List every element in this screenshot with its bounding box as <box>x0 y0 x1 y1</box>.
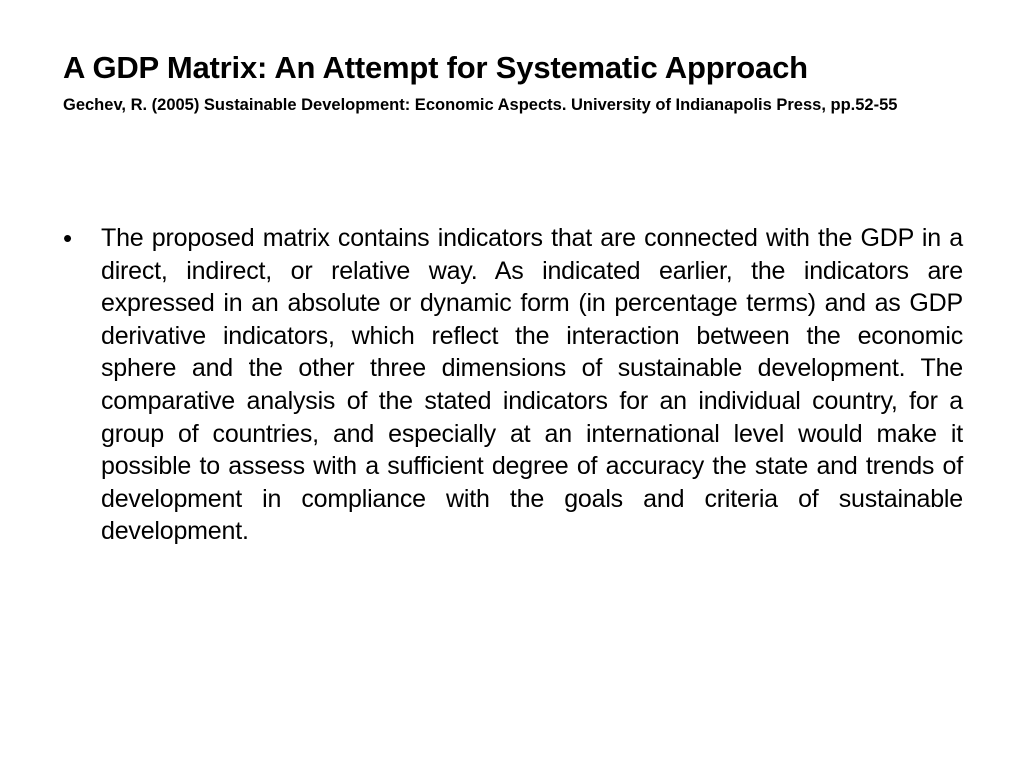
bullet-text: The proposed matrix contains indicators that are connected with the GDP in a direct, indirect, or relative way. As indicated earlier, the indicators are expressed in an absolute or dynamic form (in percentage terms) and as GDP derivative indicators, which reflect the interaction between the economic sphere and the other three dimensions of sustainable development. The comparative analysis of the stated indicators for an individual country, for a group of countries, and especially at an international level would make it possible to assess with a sufficient degree of accuracy the state and trends of development in compliance with the goals and criteria of sustainable development. <box>101 224 963 546</box>
slide-content <box>63 222 963 548</box>
slide-title: A GDP Matrix: An Attempt for Systematic Approach <box>63 50 808 85</box>
bullet-icon: • <box>63 223 73 253</box>
title-block <box>63 48 963 118</box>
slide-citation: Gechev, R. (2005) Sustainable Development: Economic Aspects. University of Indianapolis Press, pp.52-55 <box>63 96 898 114</box>
bullet-item <box>63 222 963 548</box>
